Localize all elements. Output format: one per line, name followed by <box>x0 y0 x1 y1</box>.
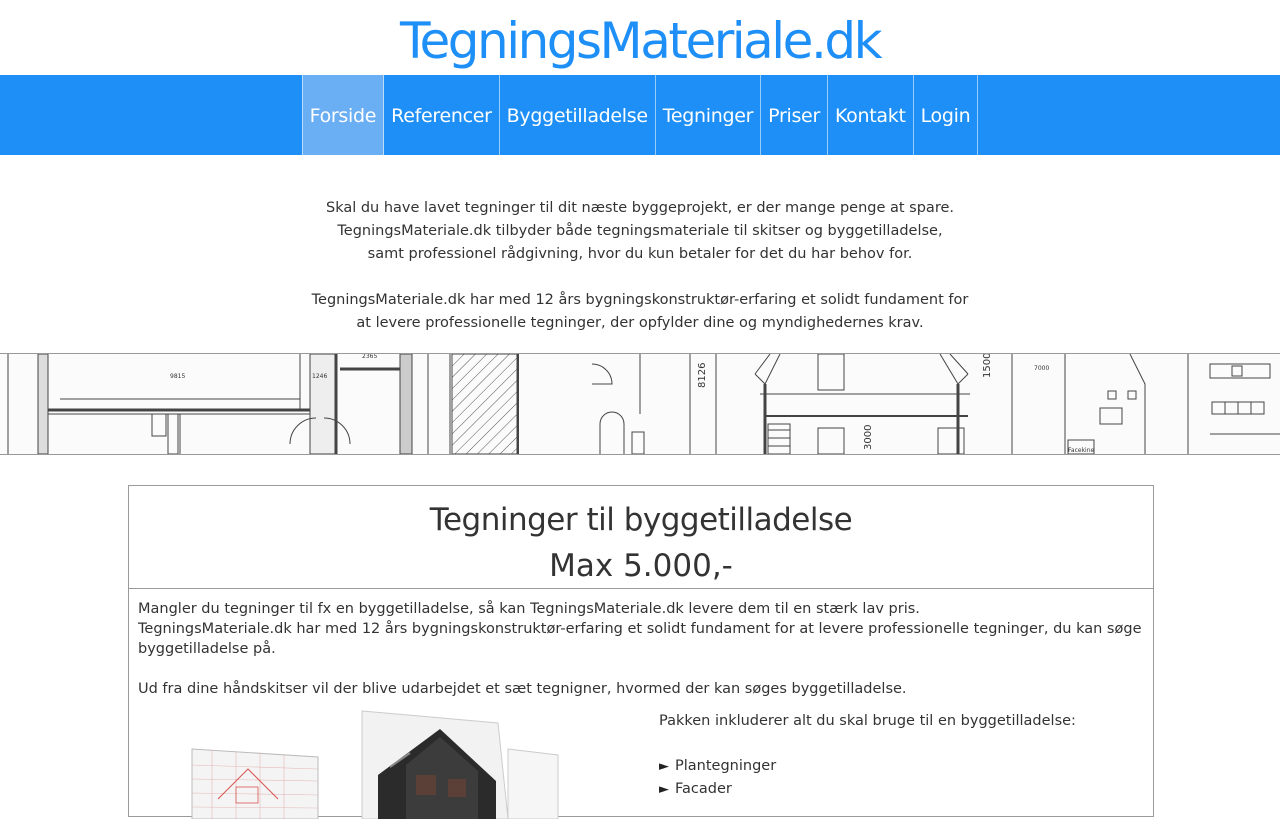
dimension-label: 2365 <box>362 354 378 360</box>
nav-item-tegninger[interactable]: Tegninger <box>656 75 761 155</box>
offer-paragraph: Mangler du tegninger til fx en byggetilladelse, så kan TegningsMateriale.dk levere dem til en stærk lav pris. <box>138 601 920 617</box>
package-item-label: Plantegninger <box>675 758 777 774</box>
dimension-label: Facekine <box>1068 447 1095 454</box>
offer-body <box>129 589 1153 829</box>
house-drawing-image <box>178 709 618 819</box>
site-logo[interactable]: TegningsMateriale.dk <box>399 12 881 70</box>
list-item <box>659 755 1119 778</box>
intro-line: at levere professionelle tegninger, der opfylder dine og myndighedernes krav. <box>356 315 924 331</box>
package-intro: Pakken inkluderer alt du skal bruge til en byggetilladelse: <box>659 713 1076 729</box>
nav-item-byggetilladelse[interactable]: Byggetilladelse <box>500 75 656 155</box>
intro-line: Skal du have lavet tegninger til dit næste byggeprojekt, er der mange penge at spare. <box>325 200 954 216</box>
package-item-label: Facader <box>675 781 732 797</box>
offer-title: Tegninger til byggetilladelse <box>429 502 853 538</box>
package-list <box>659 755 1119 801</box>
intro-line: samt professionel rådgivning, hvor du kun betaler for det du har behov for. <box>367 246 913 262</box>
drawing-illustration <box>178 709 618 819</box>
package-info <box>659 711 1119 801</box>
nav-item-referencer[interactable]: Referencer <box>384 75 500 155</box>
offer-paragraph: Ud fra dine håndskitser vil der blive udarbejdet et sæt tegnigner, hvormed der kan søges byggetilladelse. <box>138 681 907 697</box>
arrow-right-icon: ► <box>659 782 669 797</box>
intro-line: TegningsMateriale.dk har med 12 års bygningskonstruktør-erfaring et solidt fundament for <box>311 292 969 308</box>
nav-item-forside[interactable]: Forside <box>302 75 385 155</box>
dimension-label: 1246 <box>312 373 328 380</box>
nav-item-kontakt[interactable]: Kontakt <box>828 75 914 155</box>
dimension-label: 1500 <box>982 354 993 378</box>
nav-item-priser[interactable]: Priser <box>761 75 828 155</box>
intro-line: TegningsMateriale.dk tilbyder både tegningsmateriale til skitser og byggetilladelse, <box>337 223 943 239</box>
dimension-label: 3000 <box>863 424 874 450</box>
dimension-label: 8126 <box>697 362 708 388</box>
offer-paragraph: TegningsMateriale.dk har med 12 års bygningskonstruktør-erfaring et solidt fundament for at levere professionelle tegninger, du kan søge byggetilladelse på. <box>138 621 1142 657</box>
offer-header <box>129 486 1153 589</box>
list-item <box>659 778 1119 801</box>
main-navigation <box>0 75 1280 155</box>
intro-text <box>0 197 1280 335</box>
arrow-right-icon: ► <box>659 759 669 774</box>
offer-price: Max 5.000,- <box>549 548 733 584</box>
nav-item-login[interactable]: Login <box>914 75 979 155</box>
floorplan-drawing <box>0 354 1280 454</box>
offer-box <box>128 485 1154 817</box>
floorplan-banner <box>0 353 1280 455</box>
dimension-label: 9815 <box>170 373 186 380</box>
dimension-label: 7000 <box>1034 365 1050 372</box>
